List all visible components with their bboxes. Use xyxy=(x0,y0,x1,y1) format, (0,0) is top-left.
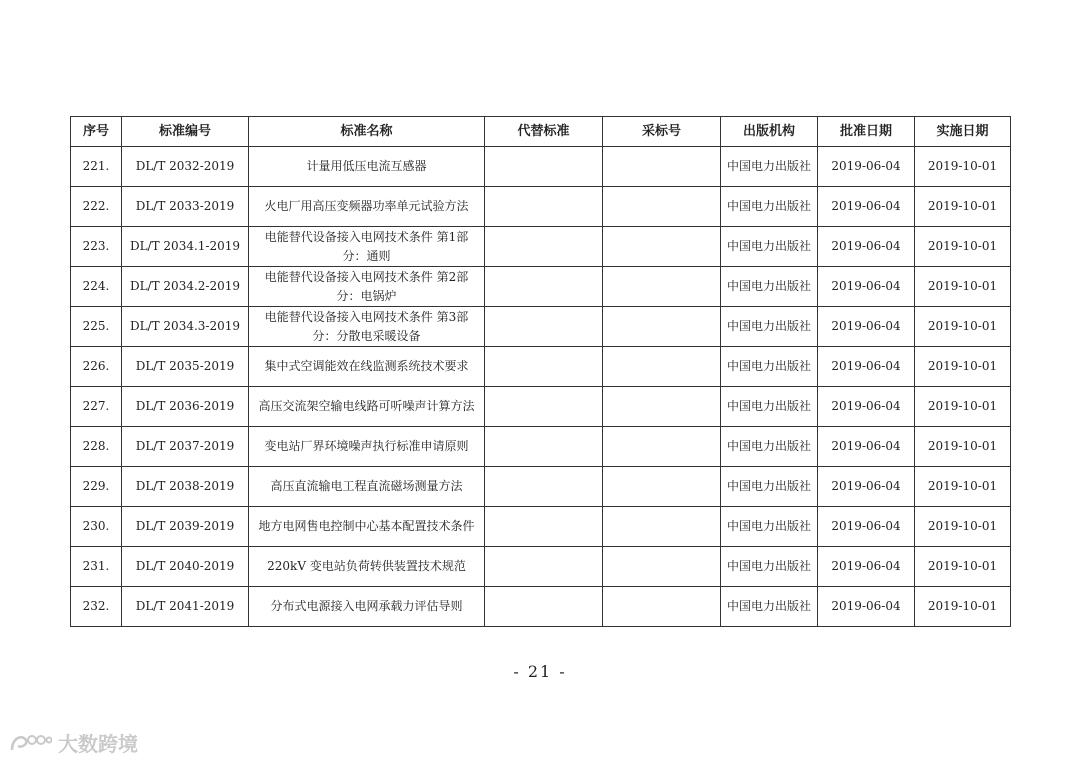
cell-replaces xyxy=(485,467,603,507)
cell-adopted xyxy=(603,187,721,227)
cell-code: DL/T 2036-2019 xyxy=(122,387,249,427)
cell-no: 228. xyxy=(71,427,122,467)
cell-effective: 2019-10-01 xyxy=(915,267,1011,307)
cell-effective: 2019-10-01 xyxy=(915,227,1011,267)
cell-replaces xyxy=(485,147,603,187)
cell-replaces xyxy=(485,267,603,307)
cell-name: 火电厂用高压变频器功率单元试验方法 xyxy=(249,187,485,227)
cell-effective: 2019-10-01 xyxy=(915,587,1011,627)
cell-name: 高压交流架空输电线路可听噪声计算方法 xyxy=(249,387,485,427)
cell-adopted xyxy=(603,347,721,387)
cell-replaces xyxy=(485,347,603,387)
cell-no: 223. xyxy=(71,227,122,267)
page-number: - 21 - xyxy=(513,662,567,681)
cell-no: 226. xyxy=(71,347,122,387)
cell-replaces xyxy=(485,587,603,627)
cell-name: 地方电网售电控制中心基本配置技术条件 xyxy=(249,507,485,547)
cell-approved: 2019-06-04 xyxy=(818,427,915,467)
cell-publisher: 中国电力出版社 xyxy=(721,387,818,427)
cell-approved: 2019-06-04 xyxy=(818,387,915,427)
header-publisher: 出版机构 xyxy=(721,117,818,147)
cell-approved: 2019-06-04 xyxy=(818,267,915,307)
cell-publisher: 中国电力出版社 xyxy=(721,267,818,307)
cell-no: 231. xyxy=(71,547,122,587)
cell-publisher: 中国电力出版社 xyxy=(721,227,818,267)
cell-no: 230. xyxy=(71,507,122,547)
header-adopted: 采标号 xyxy=(603,117,721,147)
cell-adopted xyxy=(603,387,721,427)
header-approved: 批准日期 xyxy=(818,117,915,147)
cell-approved: 2019-06-04 xyxy=(818,307,915,347)
cell-adopted xyxy=(603,467,721,507)
cell-approved: 2019-06-04 xyxy=(818,507,915,547)
header-name: 标准名称 xyxy=(249,117,485,147)
cell-effective: 2019-10-01 xyxy=(915,507,1011,547)
cell-name: 电能替代设备接入电网技术条件 第2部分：电锅炉 xyxy=(249,267,485,307)
cell-no: 225. xyxy=(71,307,122,347)
cell-no: 227. xyxy=(71,387,122,427)
cell-adopted xyxy=(603,147,721,187)
cell-code: DL/T 2033-2019 xyxy=(122,187,249,227)
cell-publisher: 中国电力出版社 xyxy=(721,507,818,547)
cell-approved: 2019-06-04 xyxy=(818,347,915,387)
cell-publisher: 中国电力出版社 xyxy=(721,187,818,227)
cell-code: DL/T 2035-2019 xyxy=(122,347,249,387)
cell-name: 高压直流输电工程直流磁场测量方法 xyxy=(249,467,485,507)
table-row xyxy=(71,227,1011,267)
cell-replaces xyxy=(485,387,603,427)
cell-adopted xyxy=(603,547,721,587)
cell-replaces xyxy=(485,307,603,347)
cell-code: DL/T 2034.2-2019 xyxy=(122,267,249,307)
table-row xyxy=(71,347,1011,387)
cell-publisher: 中国电力出版社 xyxy=(721,587,818,627)
cell-code: DL/T 2032-2019 xyxy=(122,147,249,187)
cell-publisher: 中国电力出版社 xyxy=(721,427,818,467)
cell-publisher: 中国电力出版社 xyxy=(721,467,818,507)
table-row xyxy=(71,587,1011,627)
cell-effective: 2019-10-01 xyxy=(915,187,1011,227)
cell-code: DL/T 2041-2019 xyxy=(122,587,249,627)
cell-name: 220kV 变电站负荷转供装置技术规范 xyxy=(249,547,485,587)
table-row xyxy=(71,147,1011,187)
cell-code: DL/T 2039-2019 xyxy=(122,507,249,547)
cell-effective: 2019-10-01 xyxy=(915,467,1011,507)
cell-effective: 2019-10-01 xyxy=(915,307,1011,347)
header-code: 标准编号 xyxy=(122,117,249,147)
cell-adopted xyxy=(603,227,721,267)
table-row xyxy=(71,507,1011,547)
cell-effective: 2019-10-01 xyxy=(915,427,1011,467)
cell-code: DL/T 2038-2019 xyxy=(122,467,249,507)
cell-name: 变电站厂界环境噪声执行标准申请原则 xyxy=(249,427,485,467)
table-header-row xyxy=(71,117,1011,147)
cell-publisher: 中国电力出版社 xyxy=(721,547,818,587)
table-row xyxy=(71,187,1011,227)
cell-effective: 2019-10-01 xyxy=(915,387,1011,427)
watermark-text: 大数跨境 xyxy=(58,732,138,756)
cell-approved: 2019-06-04 xyxy=(818,587,915,627)
table-row xyxy=(71,467,1011,507)
cell-name: 电能替代设备接入电网技术条件 第3部分：分散电采暖设备 xyxy=(249,307,485,347)
table-row xyxy=(71,387,1011,427)
cell-replaces xyxy=(485,507,603,547)
cell-adopted xyxy=(603,507,721,547)
cell-no: 224. xyxy=(71,267,122,307)
cell-adopted xyxy=(603,427,721,467)
cell-code: DL/T 2040-2019 xyxy=(122,547,249,587)
cell-effective: 2019-10-01 xyxy=(915,547,1011,587)
cell-name: 计量用低压电流互感器 xyxy=(249,147,485,187)
cell-name: 集中式空调能效在线监测系统技术要求 xyxy=(249,347,485,387)
cell-no: 222. xyxy=(71,187,122,227)
header-effective: 实施日期 xyxy=(915,117,1011,147)
cell-approved: 2019-06-04 xyxy=(818,547,915,587)
cell-name: 分布式电源接入电网承载力评估导则 xyxy=(249,587,485,627)
cell-approved: 2019-06-04 xyxy=(818,227,915,267)
cell-publisher: 中国电力出版社 xyxy=(721,147,818,187)
cell-adopted xyxy=(603,267,721,307)
cell-adopted xyxy=(603,307,721,347)
cell-effective: 2019-10-01 xyxy=(915,347,1011,387)
cell-publisher: 中国电力出版社 xyxy=(721,307,818,347)
cell-code: DL/T 2034.1-2019 xyxy=(122,227,249,267)
table-row xyxy=(71,547,1011,587)
cell-code: DL/T 2037-2019 xyxy=(122,427,249,467)
cell-replaces xyxy=(485,427,603,467)
logo-icon xyxy=(8,730,52,756)
cell-name: 电能替代设备接入电网技术条件 第1部分：通则 xyxy=(249,227,485,267)
cell-effective: 2019-10-01 xyxy=(915,147,1011,187)
table-row xyxy=(71,267,1011,307)
cell-adopted xyxy=(603,587,721,627)
table-row xyxy=(71,427,1011,467)
header-no: 序号 xyxy=(71,117,122,147)
standards-table xyxy=(70,116,1011,627)
cell-approved: 2019-06-04 xyxy=(818,187,915,227)
watermark xyxy=(8,728,138,757)
cell-no: 232. xyxy=(71,587,122,627)
cell-code: DL/T 2034.3-2019 xyxy=(122,307,249,347)
cell-publisher: 中国电力出版社 xyxy=(721,347,818,387)
cell-no: 229. xyxy=(71,467,122,507)
header-replaces: 代替标准 xyxy=(485,117,603,147)
table-row xyxy=(71,307,1011,347)
cell-approved: 2019-06-04 xyxy=(818,467,915,507)
cell-replaces xyxy=(485,227,603,267)
cell-replaces xyxy=(485,547,603,587)
cell-approved: 2019-06-04 xyxy=(818,147,915,187)
cell-no: 221. xyxy=(71,147,122,187)
cell-replaces xyxy=(485,187,603,227)
